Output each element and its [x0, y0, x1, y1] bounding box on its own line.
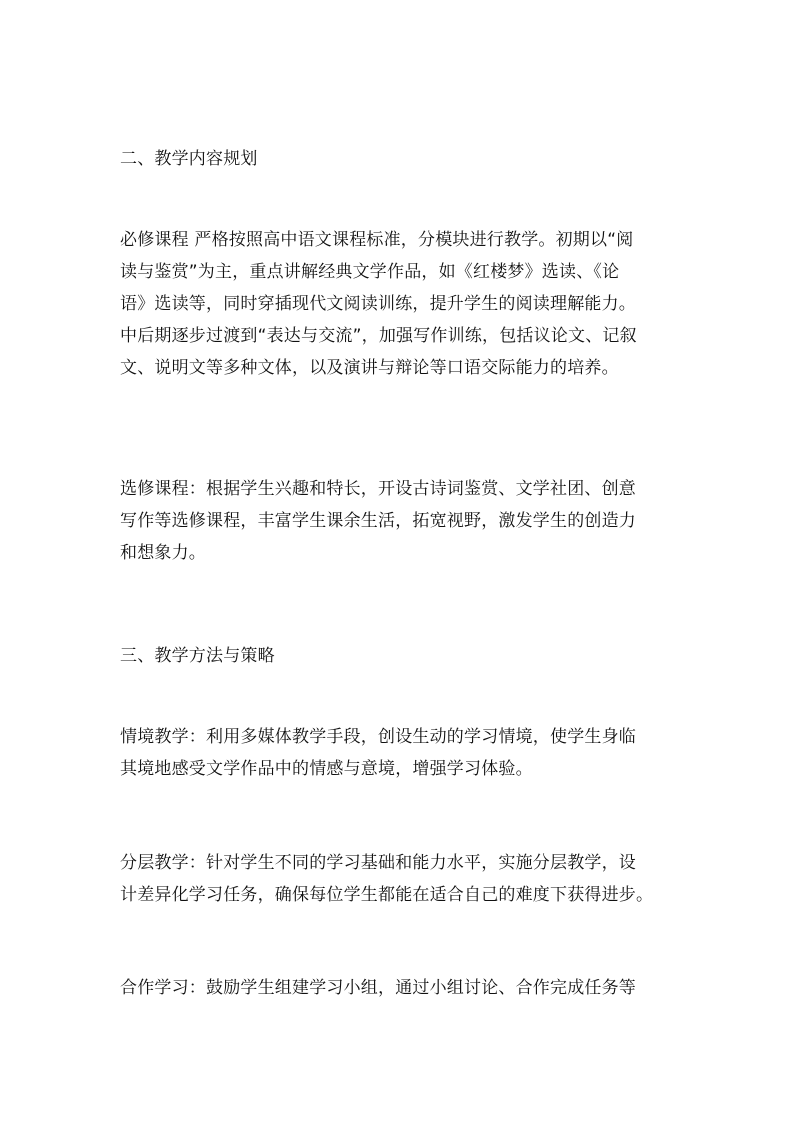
paragraph-line: 其境地感受文学作品中的情感与意境，增强学习体验。 — [120, 759, 533, 779]
paragraph-line: 计差异化学习任务，确保每位学生都能在适合自己的难度下获得进步。 — [120, 885, 654, 905]
section-heading-methods — [120, 640, 680, 672]
paragraph-line: 情境教学：利用多媒体教学手段，创设生动的学习情境，使学生身临 — [120, 727, 636, 747]
paragraph-line: 选修课程：根据学生兴趣和特长，开设古诗词鉴赏、文学社团、创意 — [120, 479, 636, 499]
heading-text: 二、教学内容规划 — [120, 149, 258, 169]
paragraph-line: 必修课程 严格按照高中语文课程标准，分模块进行教学。初期以“阅 — [120, 230, 634, 250]
paragraph-situational-teaching — [120, 721, 680, 785]
section-heading-content-planning — [120, 143, 680, 175]
paragraph-line: 和想象力。 — [120, 543, 206, 563]
paragraph-line: 读与鉴赏”为主，重点讲解经典文学作品，如《红楼梦》选读、《论 — [120, 262, 620, 282]
heading-text: 三、教学方法与策略 — [120, 646, 275, 666]
paragraph-line: 写作等选修课程，丰富学生课余生活，拓宽视野，激发学生的创造力 — [120, 511, 636, 531]
paragraph-line: 合作学习：鼓励学生组建学习小组，通过小组讨论、合作完成任务等 — [120, 978, 636, 998]
paragraph-line: 文、说明文等多种文体，以及演讲与辩论等口语交际能力的培养。 — [120, 358, 619, 378]
paragraph-line: 语》选读等，同时穿插现代文阅读训练，提升学生的阅读理解能力。 — [120, 294, 636, 314]
paragraph-line: 中后期逐步过渡到“表达与交流”，加强写作训练，包括议论文、记叙 — [120, 326, 637, 346]
paragraph-required-course — [120, 224, 680, 384]
paragraph-elective-course — [120, 473, 680, 569]
paragraph-line: 分层教学：针对学生不同的学习基础和能力水平，实施分层教学，设 — [120, 853, 636, 873]
paragraph-cooperative-learning — [120, 972, 680, 1004]
paragraph-tiered-teaching — [120, 847, 680, 911]
